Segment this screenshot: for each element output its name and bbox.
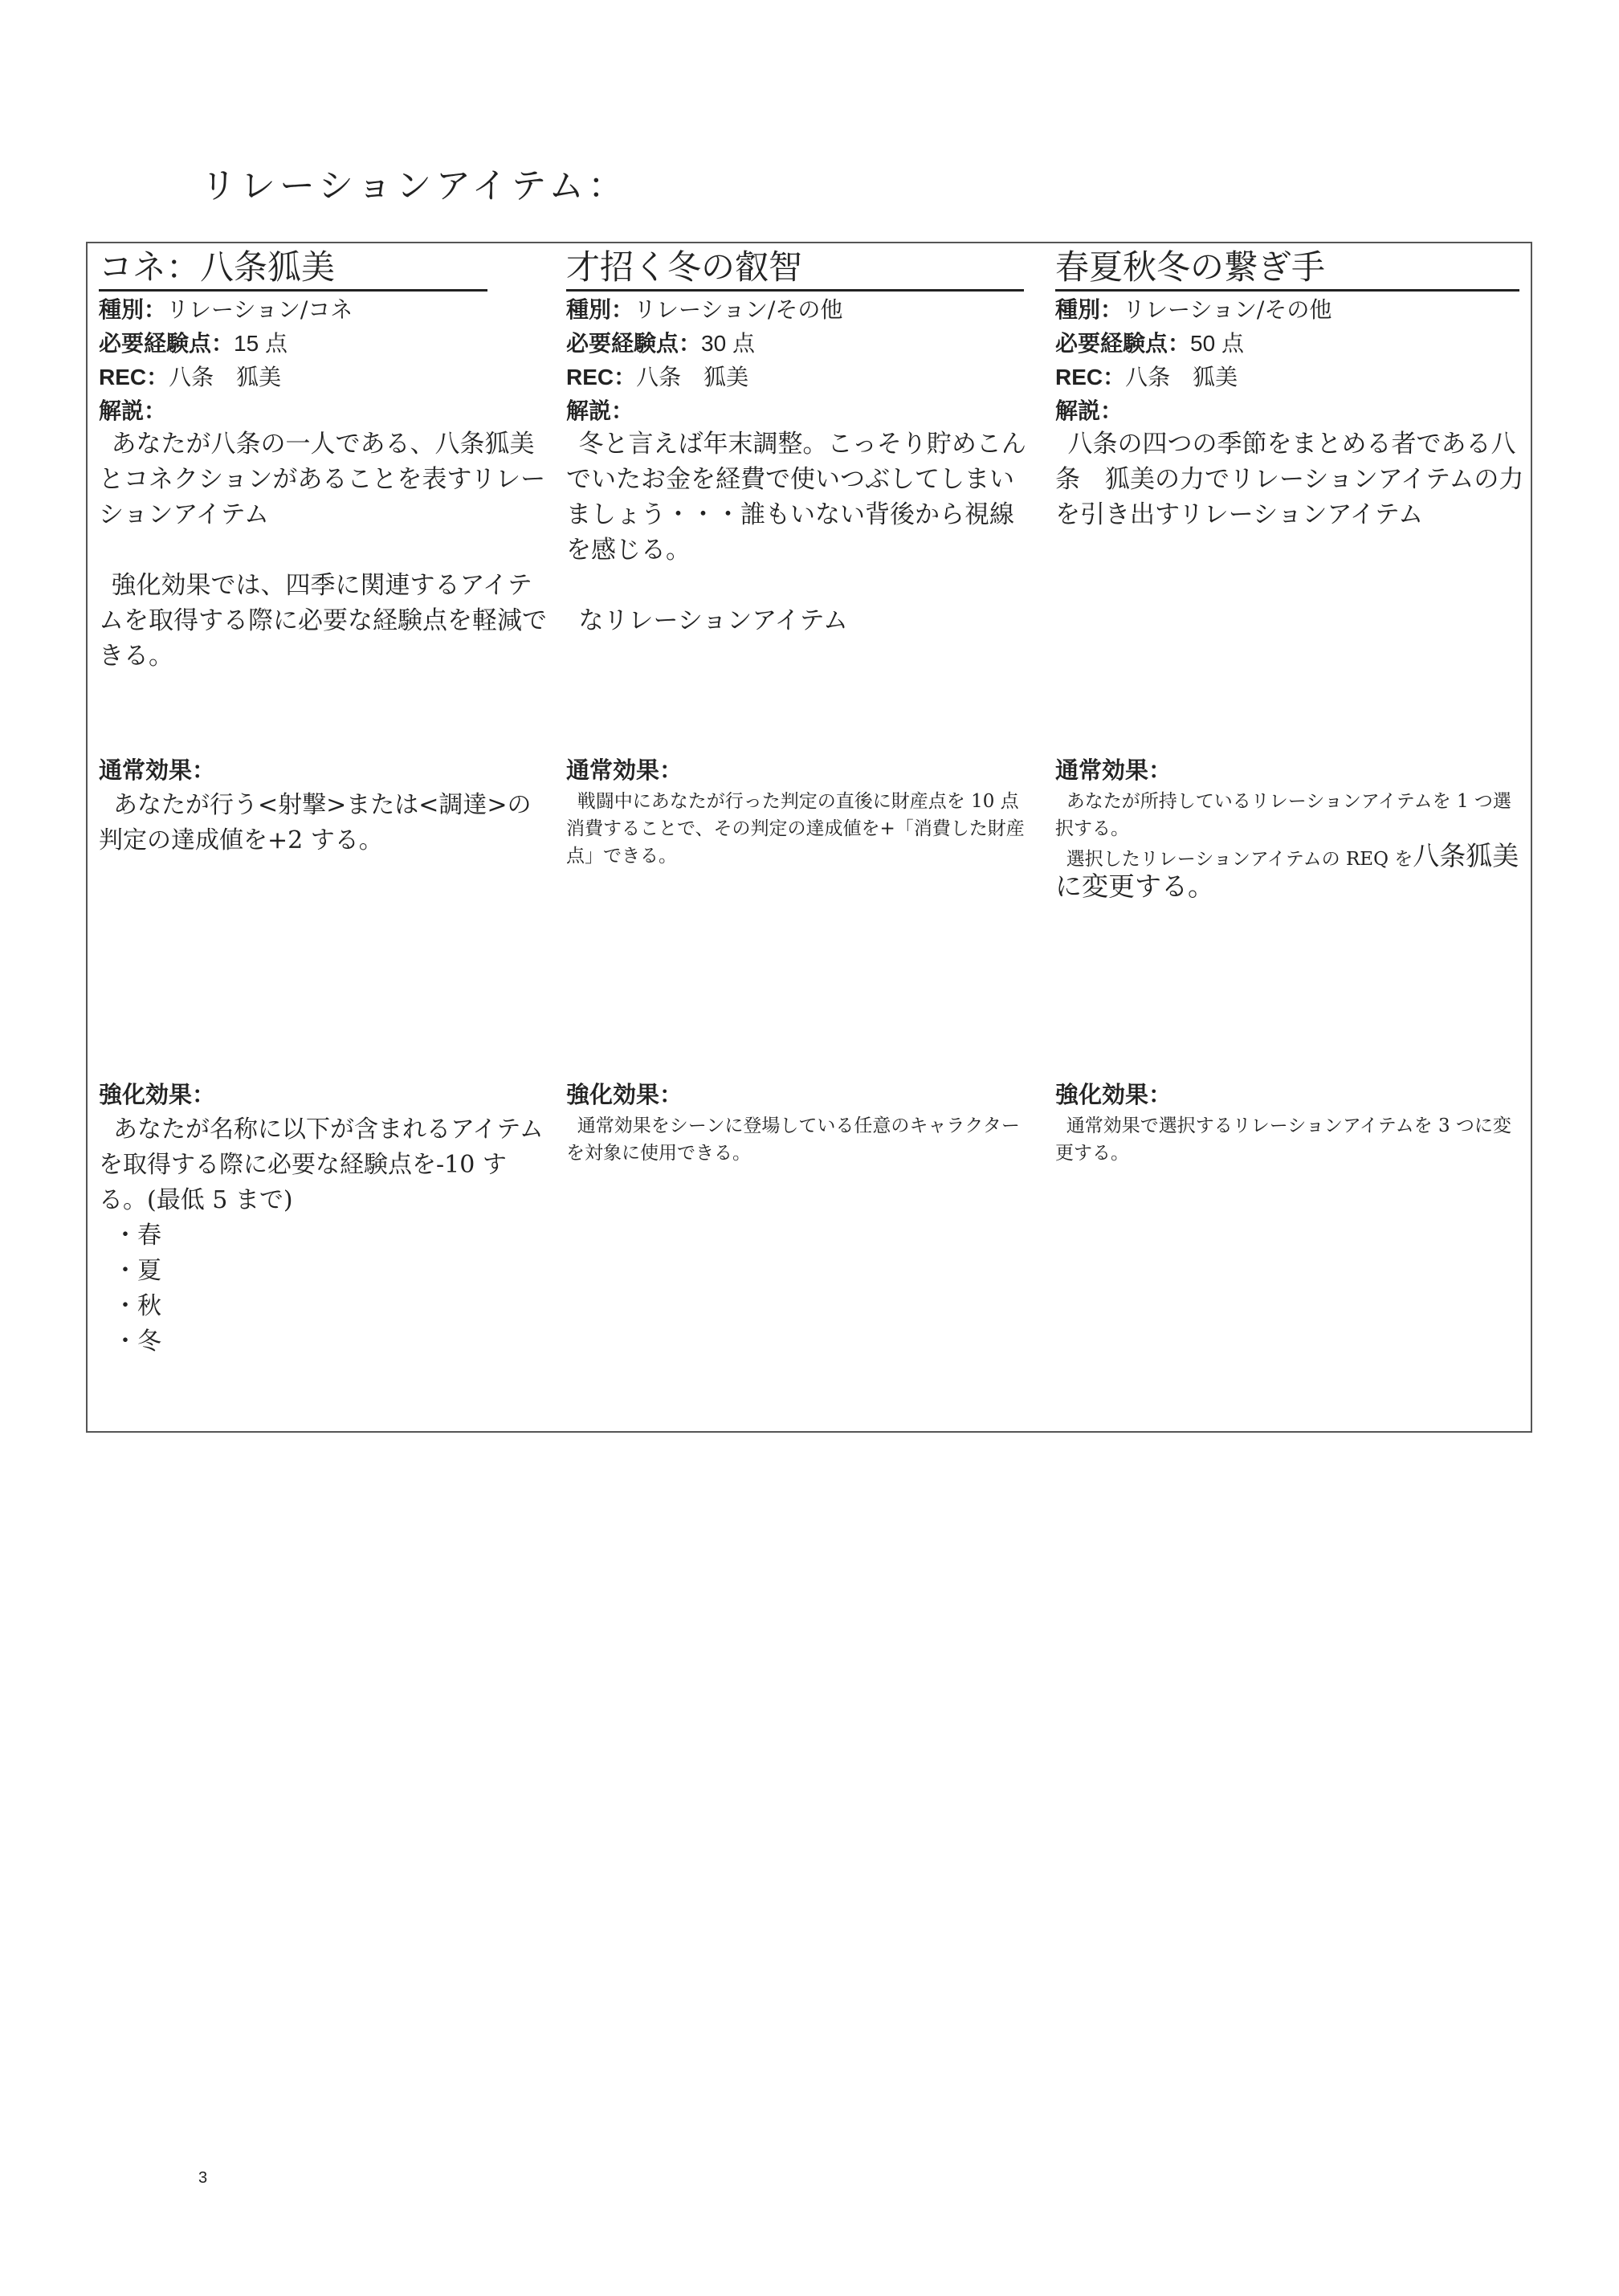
list-item: ・冬 (113, 1327, 161, 1356)
item-card-season-connector (1055, 243, 1525, 1431)
normal-effect-text-2b: 八条狐美に変更する。 (1055, 840, 1519, 902)
enhanced-effect-text: 通常効果をシーンに登場している任意のキャラクターを対象に使用できる。 (566, 1115, 1020, 1164)
rec-value: 八条 狐美 (636, 364, 749, 390)
item-description (1055, 426, 1525, 532)
rec-value: 八条 狐美 (1125, 364, 1238, 390)
normal-effect-text-2 (1055, 842, 1525, 903)
type-label: 種別： (99, 297, 167, 322)
relation-items-table (86, 242, 1532, 1433)
rec-label: REC： (566, 365, 637, 389)
type-value: リレーション/コネ (166, 296, 353, 323)
exp-value: 15 点 (234, 331, 288, 356)
enhanced-effect-label: 強化効果： (566, 1083, 683, 1108)
exp-label: 必要経験点： (566, 331, 702, 356)
item-title: 才招く冬の叡智 (566, 247, 1024, 292)
description-paragraph: 冬と言えば年末調整。こっそり貯めこんでいたお金を経費で使いつぶしてしまいましょう・・・誰もいない背後から視線を感じる。 (566, 430, 1026, 565)
rec-label: REC： (99, 365, 169, 389)
rec-label: REC： (1055, 365, 1126, 389)
description-paragraph: なリレーションアイテム (578, 606, 848, 635)
item-meta (1055, 293, 1525, 428)
enhanced-effect-label: 強化効果： (99, 1083, 216, 1108)
exp-label: 必要経験点： (1055, 331, 1191, 356)
season-list (99, 1218, 549, 1360)
enhanced-effect-section (566, 1079, 1037, 1167)
item-description (99, 426, 549, 674)
type-label: 種別： (566, 297, 634, 322)
normal-effect-text-2a: 選択したリレーションアイテムの REQ を (1066, 849, 1413, 870)
list-item: ・春 (113, 1221, 161, 1250)
description-paragraph: 強化効果では、四季に関連するアイテムを取得する際に必要な経験点を軽減できる。 (99, 571, 547, 671)
exp-value: 50 点 (1190, 331, 1244, 356)
normal-effect-section (566, 754, 1037, 870)
desc-label: 解説： (1055, 398, 1124, 423)
type-value: リレーション/その他 (1123, 296, 1332, 323)
normal-effect-section (99, 754, 549, 858)
normal-effect-label: 通常効果： (566, 758, 683, 784)
enhanced-effect-text: 通常効果で選択するリレーションアイテムを 3 つに変更する。 (1055, 1115, 1511, 1164)
item-meta (566, 293, 1037, 428)
normal-effect-text: 戦闘中にあなたが行った判定の直後に財産点を 10 点消費することで、その判定の達成値を+「消費した財産点」できる。 (566, 791, 1025, 867)
item-title: 春夏秋冬の繋ぎ手 (1055, 247, 1519, 292)
item-card-kone-hachijo-komi (99, 243, 549, 1431)
item-meta (99, 293, 549, 428)
normal-effect-text: あなたが行う<射撃>または<調達>の判定の達成値を+2 する。 (99, 791, 532, 854)
list-item: ・夏 (113, 1257, 161, 1285)
rec-value: 八条 狐美 (169, 364, 282, 390)
page-number: 3 (198, 2169, 208, 2187)
enhanced-effect-text: あなたが名称に以下が含まれるアイテムを取得する際に必要な経験点を-10 する。(最低 5 まで) (99, 1115, 544, 1214)
item-card-winter-wisdom (566, 243, 1037, 1431)
item-title: コネ：八条狐美 (99, 247, 487, 292)
normal-effect-text: あなたが所持しているリレーションアイテムを 1 つ選択する。 (1055, 791, 1511, 839)
description-paragraph: あなたが八条の一人である、八条狐美とコネクションがあることを表すリレーションアイテム (99, 430, 546, 529)
type-value: リレーション/その他 (634, 296, 843, 323)
normal-effect-label: 通常効果： (99, 758, 216, 784)
type-label: 種別： (1055, 297, 1124, 322)
list-item: ・秋 (113, 1292, 161, 1320)
exp-label: 必要経験点： (99, 331, 234, 356)
enhanced-effect-section (1055, 1079, 1525, 1167)
exp-value: 30 点 (701, 331, 755, 356)
enhanced-effect-section (99, 1079, 549, 1360)
item-description (566, 426, 1037, 638)
page-title: リレーションアイテム： (201, 165, 628, 206)
description-paragraph: 八条の四つの季節をまとめる者である八条 狐美の力でリレーションアイテムの力を引き出すリレーションアイテム (1055, 430, 1524, 529)
normal-effect-label: 通常効果： (1055, 758, 1172, 784)
desc-label: 解説： (566, 398, 634, 423)
desc-label: 解説： (99, 398, 167, 423)
enhanced-effect-label: 強化効果： (1055, 1083, 1172, 1108)
normal-effect-section (1055, 754, 1525, 903)
